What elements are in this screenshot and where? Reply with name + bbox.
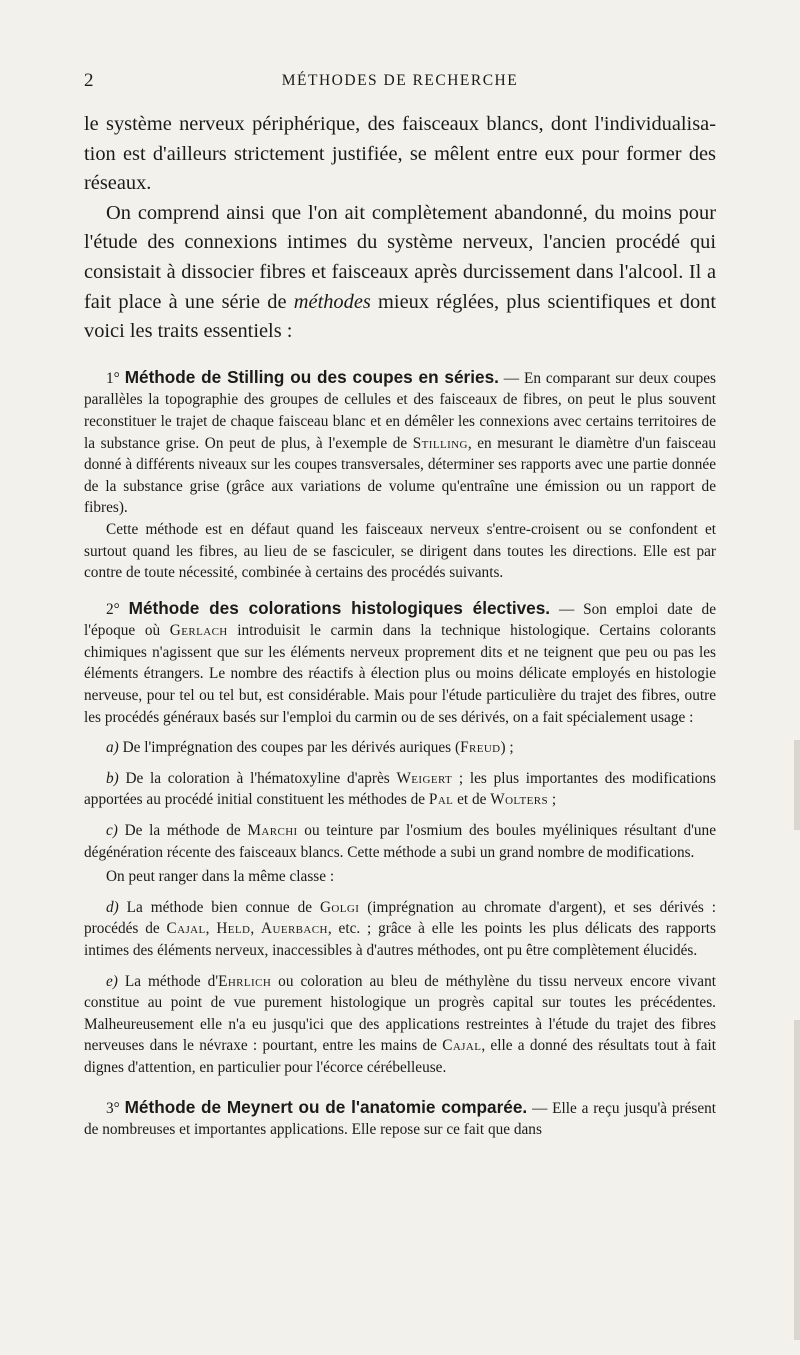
author-name: Ehrlich xyxy=(218,972,272,990)
author-name: Auerbach xyxy=(261,920,328,938)
methods-emphasis: méthodes xyxy=(293,290,371,313)
page-number: 2 xyxy=(84,70,94,91)
same-class-line: On peut ranger dans la même classe : xyxy=(106,868,335,886)
page-edge-shadow xyxy=(794,1020,800,1340)
section-2-title: Méthode des colorations histologiques électives. xyxy=(128,597,551,618)
list-item-a: a) De l'imprégnation des coupes par les dérivés auriques (Freud) ; xyxy=(106,739,514,757)
intro-paragraph-1: le système nerveux périphérique, des faisceaux blancs, dont l'individualisa- tion est d'ailleurs strictement justifiée, se mêlent entre eux pour former des réseaux. xyxy=(84,113,716,195)
author-name: Marchi xyxy=(247,822,298,840)
section-3-paragraph: 3° Méthode de Meynert ou de l'anatomie comparée. — Elle a reçu jusqu'à présent de nombreuses et importantes applications. Elle repose sur ce fait que dans xyxy=(84,1096,717,1139)
author-name: Freud xyxy=(460,739,501,757)
author-name: Stilling xyxy=(412,434,468,452)
section-1-paragraph-2: Cette méthode est en défaut quand les faisceaux nerveux s'entre-croisent ou se confondent et surtout quand les fibres, au lieu de se fasciculer, se dirigent dans toutes les directions. Elle est par contre de toute nécessité, combinée à certains des procédés suivants. xyxy=(84,520,716,582)
page-edge-shadow xyxy=(794,740,800,830)
running-head: MÉTHODES DE RECHERCHE xyxy=(281,72,519,89)
page-header xyxy=(0,70,800,94)
author-name: Cajal xyxy=(442,1037,482,1055)
author-name: Wolters xyxy=(490,791,549,809)
section-1-paragraph: 1° Méthode de Stilling ou des coupes en séries. — En comparant sur deux coupes parallèles la topographie des groupes de cellules et des faisceaux de fibres, on peut le plus souvent reconstituer le trajet de chaque faisceau blanc et en démêler les connexions avec certains territoires de la substance grise. On peut de plus, à l'exemple de Stilling, en mesurant le diamètre d'un faisceau donné à différents niveaux sur les coupes transversales, déterminer ses rapports avec une partie donnée de la substance grise (grâce aux variations de volume qu'entraîne une émission ou un rapport de fibres). xyxy=(84,366,717,517)
intro-paragraph-2: On comprend ainsi que l'on ait complètement abandonné, du moins pour l'étude des connexions intimes du système nerveux, l'ancien procédé qui consistait à dissocier fibres et faisceaux après durcissement dans l'alcool. Il a fait place à une série de méthodes mieux réglées, plus scientifiques et dont voici les traits essentiels : xyxy=(84,201,717,343)
section-1-title: Méthode de Stilling ou des coupes en séries. xyxy=(124,366,499,387)
section-2-paragraph: 2° Méthode des colorations histologiques électives. — Son emploi date de l'époque où Gerlach introduisit le carmin dans la technique histologique. Certains colorants chimiques n'agissent que sur les éléments nerveux proprement dits et ne teignent que peu ou pas les éléments étrangers. Le nombre des réactifs à élection plus ou moins délicate employés en histologie nerveuse, pour tel ou tel but, est considérable. Mais pour l'étude particulière du trajet des fibres, outre les procédés généraux basés sur l'emploi du carmin ou de ses dérivés, on a fait spécialement usage : xyxy=(84,597,716,726)
author-name: Gerlach xyxy=(169,622,228,640)
author-name: Weigert xyxy=(396,769,453,787)
list-item-e: e) La méthode d'Ehrlich ou coloration au bleu de méthylène du tissu nerveux encore vivant constitue au point de vue purement histologique un progrès capital sur toutes les précédentes. Malheureusement elle n'a eu jusqu'ici que des applications restreintes à l'étude du trajet des fibres nerveuses dans le névraxe : pourtant, entre les mains de Cajal, elle a donné des résultats tout à fait dignes d'attention, en particulier pour l'écorce cérébelleuse. xyxy=(84,972,716,1076)
page-body xyxy=(84,110,716,1141)
section-3-title: Méthode de Meynert ou de l'anatomie comparée. xyxy=(124,1096,528,1117)
author-name: Golgi xyxy=(319,898,360,916)
author-name: Held xyxy=(216,920,251,938)
author-name: Pal xyxy=(428,791,454,809)
list-item-d: d) La méthode bien connue de Golgi (imprégnation au chromate d'argent), et ses dérivés : procédés de Cajal, Held, Auerbach, etc. ; grâce à elle les points les plus délicats des rapports intimes des éléments nerveux, inaccessibles à d'autres méthodes, ont pu être complètement élucidés. xyxy=(84,898,716,959)
author-name: Cajal xyxy=(166,920,206,938)
list-item-c: c) De la méthode de Marchi ou teinture par l'osmium des boules myéliniques résultant d'une dégénération récente des faisceaux blancs. Cette méthode a subi un grand nombre de modifications. xyxy=(84,822,716,861)
list-item-b: b) De la coloration à l'hématoxyline d'après Weigert ; les plus importantes des modifications apportées au procédé initial constituent les méthodes de Pal et de Wolters ; xyxy=(84,769,716,809)
